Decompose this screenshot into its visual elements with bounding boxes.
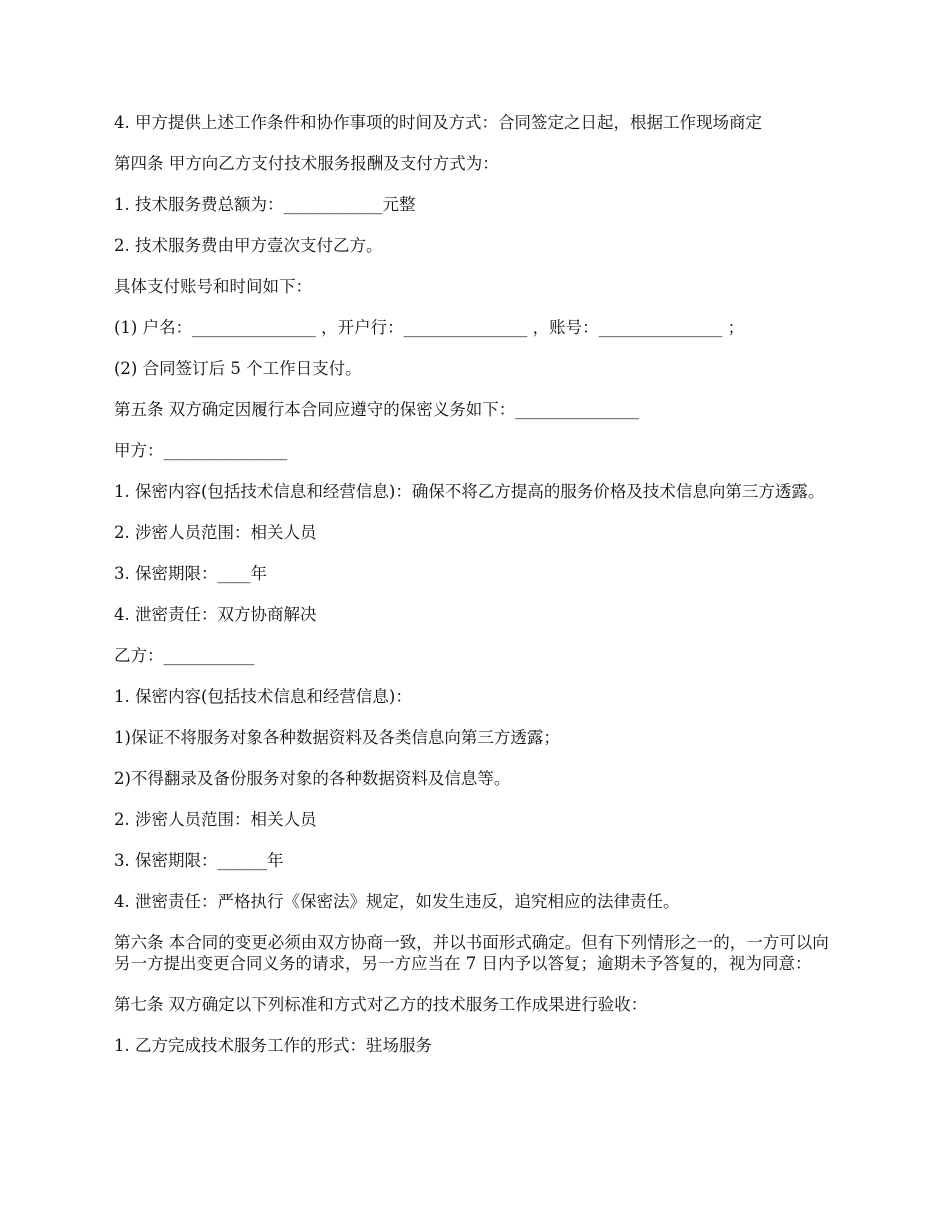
- party-b-label: 乙方：___________: [114, 646, 255, 665]
- party-b-leak-liability: 4. 泄密责任：严格执行《保密法》规定，如发生违反，追究相应的法律责任。: [114, 892, 680, 911]
- party-b-personnel-scope: 2. 涉密人员范围：相关人员: [114, 810, 317, 829]
- paragraph-payment-timing: (2) 合同签订后 5 个工作日支付。: [114, 359, 362, 378]
- paragraph-total-service-fee: 1. 技术服务费总额为：____________元整: [114, 195, 416, 214]
- party-a-label: 甲方：_______________: [114, 441, 288, 460]
- paragraph-account-info: (1) 户名：_______________ ，开户行：_______________ ，账号：_______________ ；: [114, 318, 745, 337]
- article-7-heading: 第七条 双方确定以下列标准和方式对乙方的技术服务工作成果进行验收：: [114, 995, 648, 1014]
- party-b-confidential-content: 1. 保密内容(包括技术信息和经营信息)：: [114, 687, 412, 706]
- party-a-personnel-scope: 2. 涉密人员范围：相关人员: [114, 523, 317, 542]
- article-6-paragraph: 第六条 本合同的变更必须由双方协商一致，并以书面形式确定。但有下列情形之一的，一方可以向另一方提出变更合同义务的请求，另一方应当在 7 日内予以答复；逾期未予答复的，视为同意：: [114, 933, 829, 973]
- paragraph-payment-once: 2. 技术服务费由甲方壹次支付乙方。: [114, 236, 383, 255]
- party-a-leak-liability: 4. 泄密责任：双方协商解决: [114, 605, 317, 624]
- party-b-confidential-period: 3. 保密期限：______年: [114, 851, 284, 870]
- party-a-confidential-content: 1. 保密内容(包括技术信息和经营信息)：确保不将乙方提高的服务价格及技术信息向第三方透露。: [114, 482, 825, 501]
- party-b-item-1: 1)保证不将服务对象各种数据资料及各类信息向第三方透露；: [114, 728, 560, 747]
- party-a-confidential-period: 3. 保密期限：____年: [114, 564, 267, 583]
- paragraph-payment-details-intro: 具体支付账号和时间如下：: [114, 277, 312, 296]
- paragraph-4-work-conditions-timing: 4. 甲方提供上述工作条件和协作事项的时间及方式：合同签定之日起，根据工作现场商定: [114, 113, 762, 132]
- article-4-heading: 第四条 甲方向乙方支付技术服务报酬及支付方式为：: [114, 154, 499, 173]
- party-b-item-2: 2)不得翻录及备份服务对象的各种数据资料及信息等。: [114, 769, 511, 788]
- document-body: [114, 112, 842, 1076]
- article-5-heading: 第五条 双方确定因履行本合同应遵守的保密义务如下：_______________: [114, 400, 639, 419]
- paragraph-service-form: 1. 乙方完成技术服务工作的形式：驻场服务: [114, 1036, 432, 1055]
